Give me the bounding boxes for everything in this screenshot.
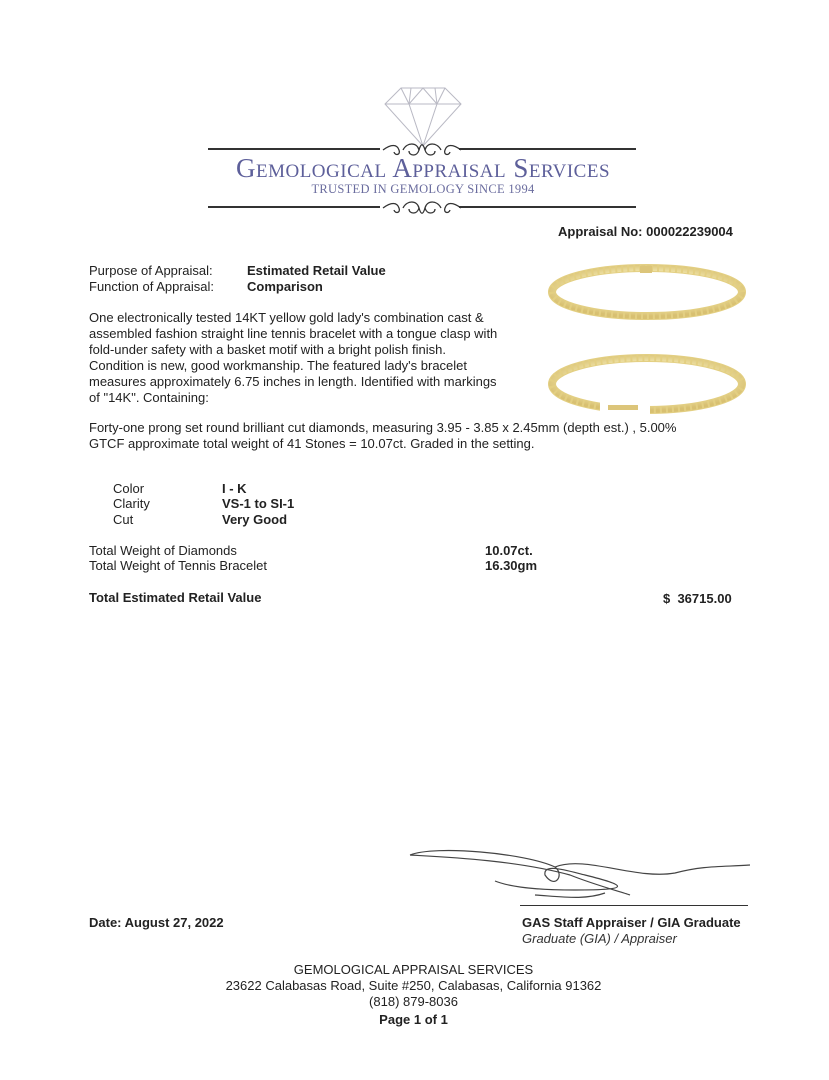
footer-phone: (818) 879-8036 bbox=[369, 994, 458, 1009]
appraiser-subtitle: Graduate (GIA) / Appraiser bbox=[522, 931, 677, 946]
page-number: Page 1 of 1 bbox=[379, 1012, 448, 1027]
grade-label-clarity: Clarity bbox=[113, 496, 150, 511]
tagline: TRUSTED IN GEMOLOGY SINCE 1994 bbox=[311, 182, 535, 196]
total-value-amount: $ 36715.00 bbox=[663, 591, 732, 606]
total-value-label: Total Estimated Retail Value bbox=[89, 590, 262, 605]
total-weight-bracelet-label: Total Weight of Tennis Bracelet bbox=[89, 558, 268, 573]
grade-value-cut: Very Good bbox=[222, 512, 288, 527]
total-weight-diamonds-label: Total Weight of Diamonds bbox=[89, 543, 237, 558]
signature bbox=[405, 845, 755, 905]
function-value: Comparison bbox=[247, 279, 323, 294]
grade-value-color: I - K bbox=[222, 481, 247, 496]
total-weight-diamonds-value: 10.07ct. bbox=[485, 543, 533, 558]
scroll-ornament-icon bbox=[381, 198, 463, 218]
grade-label-cut: Cut bbox=[113, 512, 134, 527]
diamond-icon bbox=[381, 84, 465, 148]
footer-company: GEMOLOGICAL APPRAISAL SERVICES bbox=[293, 962, 534, 977]
header-rule bbox=[459, 206, 636, 208]
bracelet-image bbox=[540, 262, 755, 422]
item-description: One electronically tested 14KT yellow gold lady's combination cast & assembled fashion straight line tennis bracelet with a tongue clasp with fold-under safety with a basket motif with a bright polish finish. Condition is new, good workmanship. The featured lady's bracelet measures approximately 6.75 inches in length. Identified with markings of "14K". Containing: bbox=[89, 310, 498, 405]
appraisal-date: Date: August 27, 2022 bbox=[89, 915, 224, 930]
function-label: Function of Appraisal: bbox=[89, 279, 215, 294]
header-rule bbox=[459, 148, 636, 150]
diamonds-description: Forty-one prong set round brilliant cut diamonds, measuring 3.95 - 3.85 x 2.45mm (depth est.) , 5.00% GTCF approximate total weight of 41 Stones = 10.07ct. Graded in the setting. bbox=[89, 420, 677, 451]
header-rule bbox=[208, 148, 380, 150]
grade-label-color: Color bbox=[113, 481, 145, 496]
purpose-value: Estimated Retail Value bbox=[247, 263, 386, 278]
total-weight-bracelet-value: 16.30gm bbox=[485, 558, 538, 573]
header-rule bbox=[208, 206, 380, 208]
purpose-label: Purpose of Appraisal: bbox=[89, 263, 213, 278]
grade-value-clarity: VS-1 to SI-1 bbox=[222, 496, 295, 511]
signature-line bbox=[520, 905, 748, 906]
appraisal-number: Appraisal No: 000022239004 bbox=[558, 224, 733, 239]
company-name: Gemological Appraisal Services bbox=[235, 153, 611, 183]
footer-address: 23622 Calabasas Road, Suite #250, Calabasas, California 91362 bbox=[225, 978, 602, 993]
appraiser-title: GAS Staff Appraiser / GIA Graduate bbox=[522, 915, 741, 930]
